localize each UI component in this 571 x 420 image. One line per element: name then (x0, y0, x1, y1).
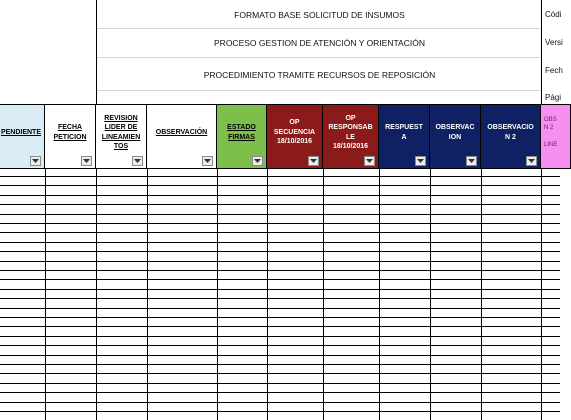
table-row[interactable] (0, 345, 560, 346)
table-row[interactable] (0, 373, 560, 374)
table-row[interactable] (0, 242, 560, 243)
column-header-observacion-2 (481, 104, 541, 169)
table-row[interactable] (0, 279, 560, 280)
side-label-page: Pági (545, 93, 562, 102)
table-row[interactable] (0, 195, 560, 196)
column-header-observacion (147, 104, 217, 169)
table-row[interactable] (0, 223, 560, 224)
data-grid (0, 169, 560, 420)
column-header-label: OBS N 2 LINE (544, 117, 558, 148)
column-header-label: PENDIENTE (0, 128, 41, 136)
table-row[interactable] (0, 289, 560, 290)
procedure-title: PROCEDIMIENTO TRAMITE RECURSOS DE REPOSICIÓN (203, 70, 436, 80)
filter-dropdown-icon[interactable] (364, 156, 375, 166)
filter-dropdown-icon[interactable] (252, 156, 263, 166)
column-header-label: FECHA PETICION (53, 124, 87, 141)
table-row[interactable] (0, 261, 560, 262)
column-header-revision-lider (96, 104, 147, 169)
column-header-pendiente (0, 104, 45, 169)
table-row[interactable] (0, 214, 560, 215)
filter-dropdown-icon[interactable] (415, 156, 426, 166)
side-label-version: Versi (545, 38, 563, 47)
column-header-respuesta (379, 104, 430, 169)
table-row[interactable] (0, 317, 560, 318)
column-header-op-responsable (323, 104, 379, 169)
table-row[interactable] (0, 308, 560, 309)
table-row[interactable] (0, 251, 560, 252)
format-title: FORMATO BASE SOLICITUD DE INSUMOS (234, 10, 405, 20)
column-header-obs-n2-line (541, 104, 571, 169)
filter-dropdown-icon[interactable] (30, 156, 41, 166)
filter-dropdown-icon[interactable] (132, 156, 143, 166)
header-rule (97, 90, 541, 91)
filter-dropdown-icon[interactable] (202, 156, 213, 166)
side-label-code: Códi (545, 10, 562, 19)
column-header-fecha-peticion (45, 104, 96, 169)
filter-dropdown-icon[interactable] (526, 156, 537, 166)
table-row[interactable] (0, 204, 560, 205)
column-header-estado-firmas (217, 104, 267, 169)
table-row[interactable] (0, 355, 560, 356)
process-title: PROCESO GESTION DE ATENCIÓN Y ORIENTACIÓN (214, 38, 425, 48)
column-header-observacion-b (430, 104, 481, 169)
column-header-label: OP RESPONSAB LE 18/10/2016 (328, 114, 373, 150)
column-header-label: OBSERVACIÓN (155, 128, 208, 136)
table-row[interactable] (0, 270, 560, 271)
table-row[interactable] (0, 402, 560, 403)
column-header-label: ESTADO FIRMAS (227, 124, 256, 141)
side-label-date: Fech (545, 66, 563, 75)
column-header-label: OBSERVACIO N 2 (487, 124, 534, 141)
table-row[interactable] (0, 176, 560, 177)
header-rule (97, 57, 541, 58)
table-row[interactable] (0, 383, 560, 384)
filter-dropdown-icon[interactable] (81, 156, 92, 166)
table-row[interactable] (0, 326, 560, 327)
table-row[interactable] (0, 392, 560, 393)
column-header-label: RESPUEST A (385, 124, 423, 141)
table-row[interactable] (0, 232, 560, 233)
filter-dropdown-icon[interactable] (466, 156, 477, 166)
column-header-label: OBSERVAC ION (435, 124, 475, 141)
table-row[interactable] (0, 364, 560, 365)
header-rule (97, 28, 541, 29)
document-header (0, 0, 563, 104)
table-row[interactable] (0, 298, 560, 299)
column-header-label: REVISION LIDER DE LINEAMIEN TOS (101, 114, 141, 150)
column-header-op-secuencia (267, 104, 323, 169)
column-header-label: OP SECUENCIA 18/10/2016 (273, 119, 316, 146)
filter-dropdown-icon[interactable] (308, 156, 319, 166)
table-row[interactable] (0, 185, 560, 186)
table-row[interactable] (0, 336, 560, 337)
table-row[interactable] (0, 411, 560, 412)
